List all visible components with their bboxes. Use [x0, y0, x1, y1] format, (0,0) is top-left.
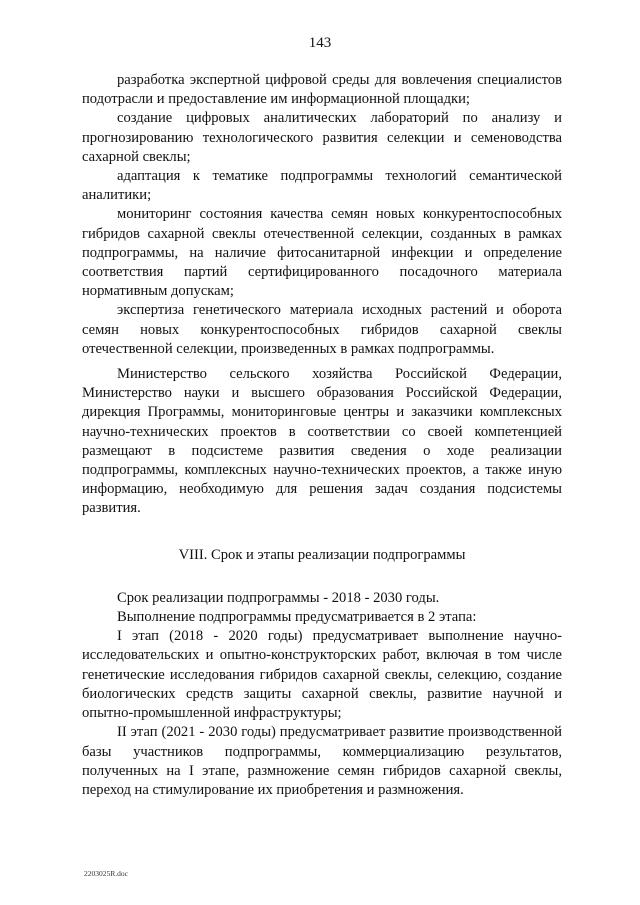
paragraph: мониторинг состояния качества семян новых конкурентоспособных гибридов сахарной свеклы отечественной селекции, созданных в рамках подпрограммы, на наличие фитосанитарной инфекции и определение соответствия партий сертифицированного посадочного материала нормативным допускам;	[82, 206, 562, 300]
paragraph: Выполнение подпрограммы предусматривается в 2 этапа:	[117, 609, 477, 626]
section-heading: VIII. Срок и этапы реализации подпрограммы	[178, 546, 466, 563]
paragraph: Срок реализации подпрограммы - 2018 - 2030 годы.	[117, 589, 440, 606]
page-number: 143	[308, 35, 332, 51]
paragraph: разработка экспертной цифровой среды для вовлечения специалистов подотрасли и предоставление им информационной площадки;	[82, 72, 562, 108]
paragraph: адаптация к тематике подпрограммы технологий семантической аналитики;	[82, 168, 562, 204]
document-file-code: 2203025R.doc	[84, 869, 128, 878]
paragraph: экспертиза генетического материала исходных растений и оборота семян новых конкурентоспособных гибридов сахарной свеклы отечественной селекции, произведенных в рамках подпрограммы.	[82, 302, 562, 357]
paragraph: создание цифровых аналитических лабораторий по анализу и прогнозированию технологического развития селекции и семеноводства сахарной свеклы;	[82, 110, 562, 165]
document-body	[82, 71, 562, 800]
paragraph: II этап (2021 - 2030 годы) предусматривает развитие производственной базы участников подпрограммы, коммерциализацию результатов, полученных на I этапе, размножение семян гибридов сахарной свеклы, переход на стимулирование их приобретения и размножения.	[82, 724, 562, 798]
paragraph: Министерство сельского хозяйства Российской Федерации, Министерство науки и высшего образования Российской Федерации, дирекция Программы, мониторинговые центры и заказчики комплексных научно-технических проектов в соответствии со своей компетенцией размещают в подсистеме развития сведения о ходе реализации подпрограммы, комплексных научно-технических проектов, а также иную информацию, необходимую для решения задач создания подсистемы развития.	[82, 366, 562, 517]
paragraph: I этап (2018 - 2020 годы) предусматривает выполнение научно-исследовательских и опытно-конструкторских работ, включая в том числе генетические исследования гибридов сахарной свеклы, селекцию, создание биологических средств защиты сахарной свеклы, развитие научной и опытно-промышленной инфраструктуры;	[82, 628, 562, 722]
